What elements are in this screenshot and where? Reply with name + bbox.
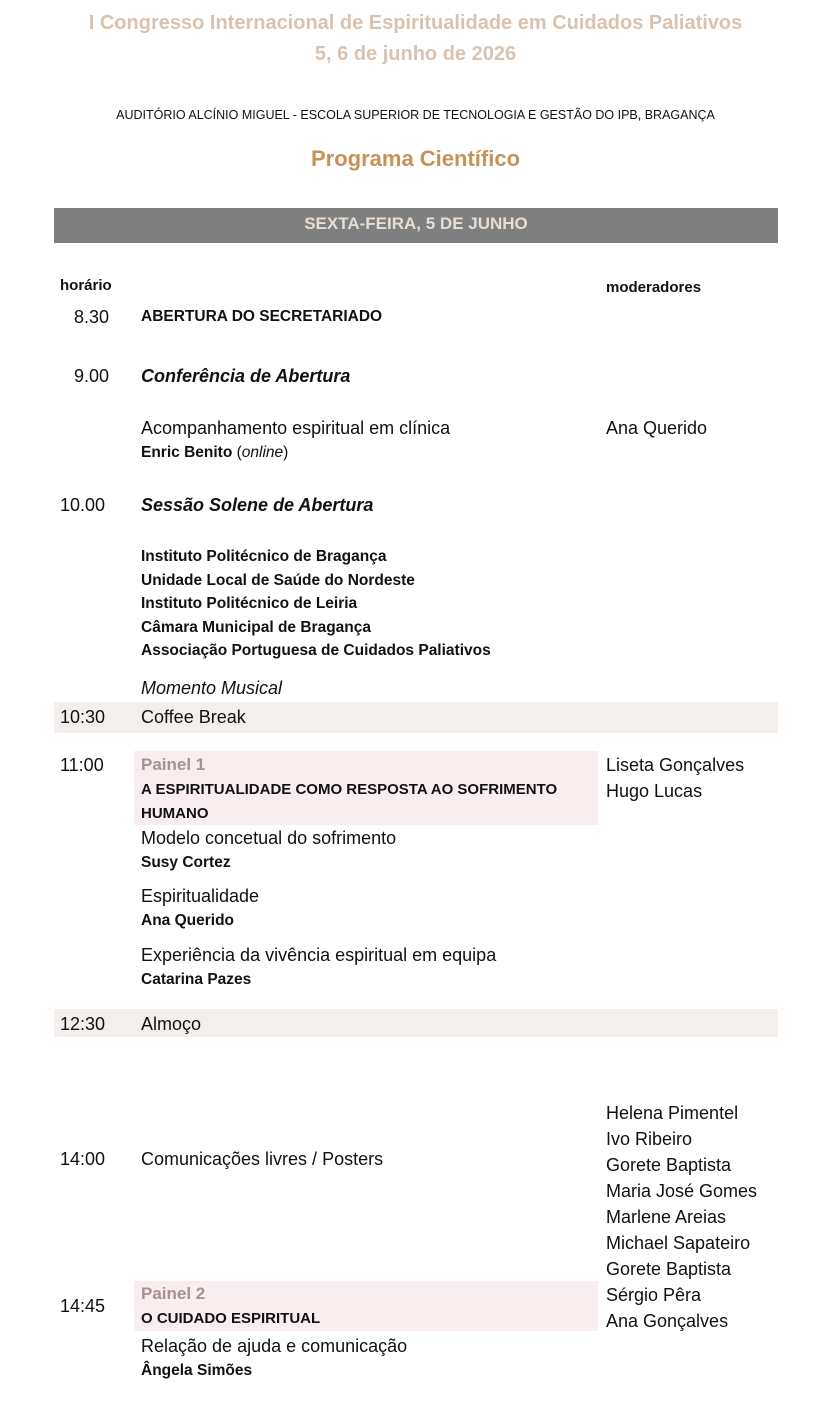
- venue-line: AUDITÓRIO ALCÍNIO MIGUEL - ESCOLA SUPERIOR DE TECNOLOGIA E GESTÃO DO IPB, BRAGANÇA: [116, 108, 715, 122]
- session-title: Sessão Solene de Abertura: [141, 495, 374, 515]
- moderator-list: [606, 752, 744, 804]
- day-label: SEXTA-FEIRA, 5 DE JUNHO: [304, 214, 528, 233]
- institution-item: Unidade Local de Saúde do Nordeste: [141, 571, 415, 589]
- institution-item: Associação Portuguesa de Cuidados Paliativos: [141, 642, 491, 659]
- moderator-name: Gorete Baptista: [606, 1155, 732, 1175]
- time-slot: 10:30: [60, 707, 106, 727]
- speaker-name: Enric Benito: [141, 444, 233, 461]
- talk-title: Experiência da vivência espiritual em equipa: [141, 945, 497, 965]
- speaker-line: [141, 444, 288, 462]
- moderator-name: Helena Pimentel: [606, 1103, 739, 1123]
- moderator-name: Michael Sapateiro: [606, 1233, 751, 1253]
- speaker-note-close: ): [283, 444, 289, 461]
- break-title: Almoço: [141, 1014, 202, 1034]
- congress-title: I Congresso Internacional de Espiritualidade em Cuidados Paliativos: [88, 12, 743, 34]
- moderator-name: Ana Gonçalves: [606, 1311, 729, 1331]
- column-header-time: horário: [60, 277, 112, 294]
- talk-title: Acompanhamento espiritual em clínica: [141, 418, 451, 438]
- speaker-name: Ângela Simões: [141, 1362, 253, 1379]
- moderator-name: Hugo Lucas: [606, 781, 703, 801]
- institution-list: [141, 545, 491, 663]
- institution-item: Câmara Municipal de Bragança: [141, 618, 371, 636]
- speaker-name: Ana Querido: [141, 912, 235, 929]
- speaker-name: Susy Cortez: [141, 854, 231, 871]
- institution-item: Instituto Politécnico de Leiria: [141, 595, 358, 612]
- session-title: Comunicações livres / Posters: [141, 1149, 384, 1169]
- moderator-list: [606, 1100, 757, 1282]
- institution-item: Instituto Politécnico de Bragança: [141, 548, 387, 565]
- time-slot: 11:00: [60, 755, 104, 775]
- panel-label: Painel 2: [141, 1284, 206, 1303]
- talk-title: Relação de ajuda e comunicação: [141, 1336, 408, 1356]
- column-header-moderators: moderadores: [606, 279, 702, 296]
- talk-title: Espiritualidade: [141, 886, 260, 906]
- speaker-note-open: (: [232, 444, 242, 461]
- talk-title: Modelo concetual do sofrimento: [141, 828, 397, 848]
- speaker-note: online: [241, 444, 284, 461]
- time-slot: 9.00: [74, 366, 110, 386]
- congress-dates: 5, 6 de junho de 2026: [314, 43, 517, 65]
- time-slot: 8.30: [74, 307, 110, 327]
- moderator-name: Marlene Areias: [606, 1207, 727, 1227]
- speaker-name: Catarina Pazes: [141, 971, 252, 988]
- session-title: ABERTURA DO SECRETARIADO: [141, 308, 383, 325]
- moderator-name: Gorete Baptista: [606, 1259, 732, 1279]
- panel-title: O CUIDADO ESPIRITUAL: [141, 1310, 321, 1327]
- moderator-name: Sérgio Pêra: [606, 1285, 702, 1305]
- musical-moment: Momento Musical: [141, 678, 283, 698]
- time-slot: 14:45: [60, 1296, 106, 1316]
- moderator-name: Ana Querido: [606, 418, 708, 438]
- moderator-name: Liseta Gonçalves: [606, 755, 745, 775]
- time-slot: 10.00: [60, 495, 106, 515]
- session-title: Conferência de Abertura: [141, 366, 351, 386]
- moderator-list: [606, 1282, 728, 1334]
- moderator-name: Ivo Ribeiro: [606, 1129, 693, 1149]
- moderator-name: Maria José Gomes: [606, 1181, 758, 1201]
- panel-label: Painel 1: [141, 755, 206, 774]
- time-slot: 12:30: [60, 1014, 106, 1034]
- break-title: Coffee Break: [141, 707, 246, 727]
- panel-title: A ESPIRITUALIDADE COMO RESPOSTA AO SOFRIMENTO HUMANO: [141, 781, 558, 822]
- program-title: Programa Científico: [310, 146, 521, 171]
- time-slot: 14:00: [60, 1149, 106, 1169]
